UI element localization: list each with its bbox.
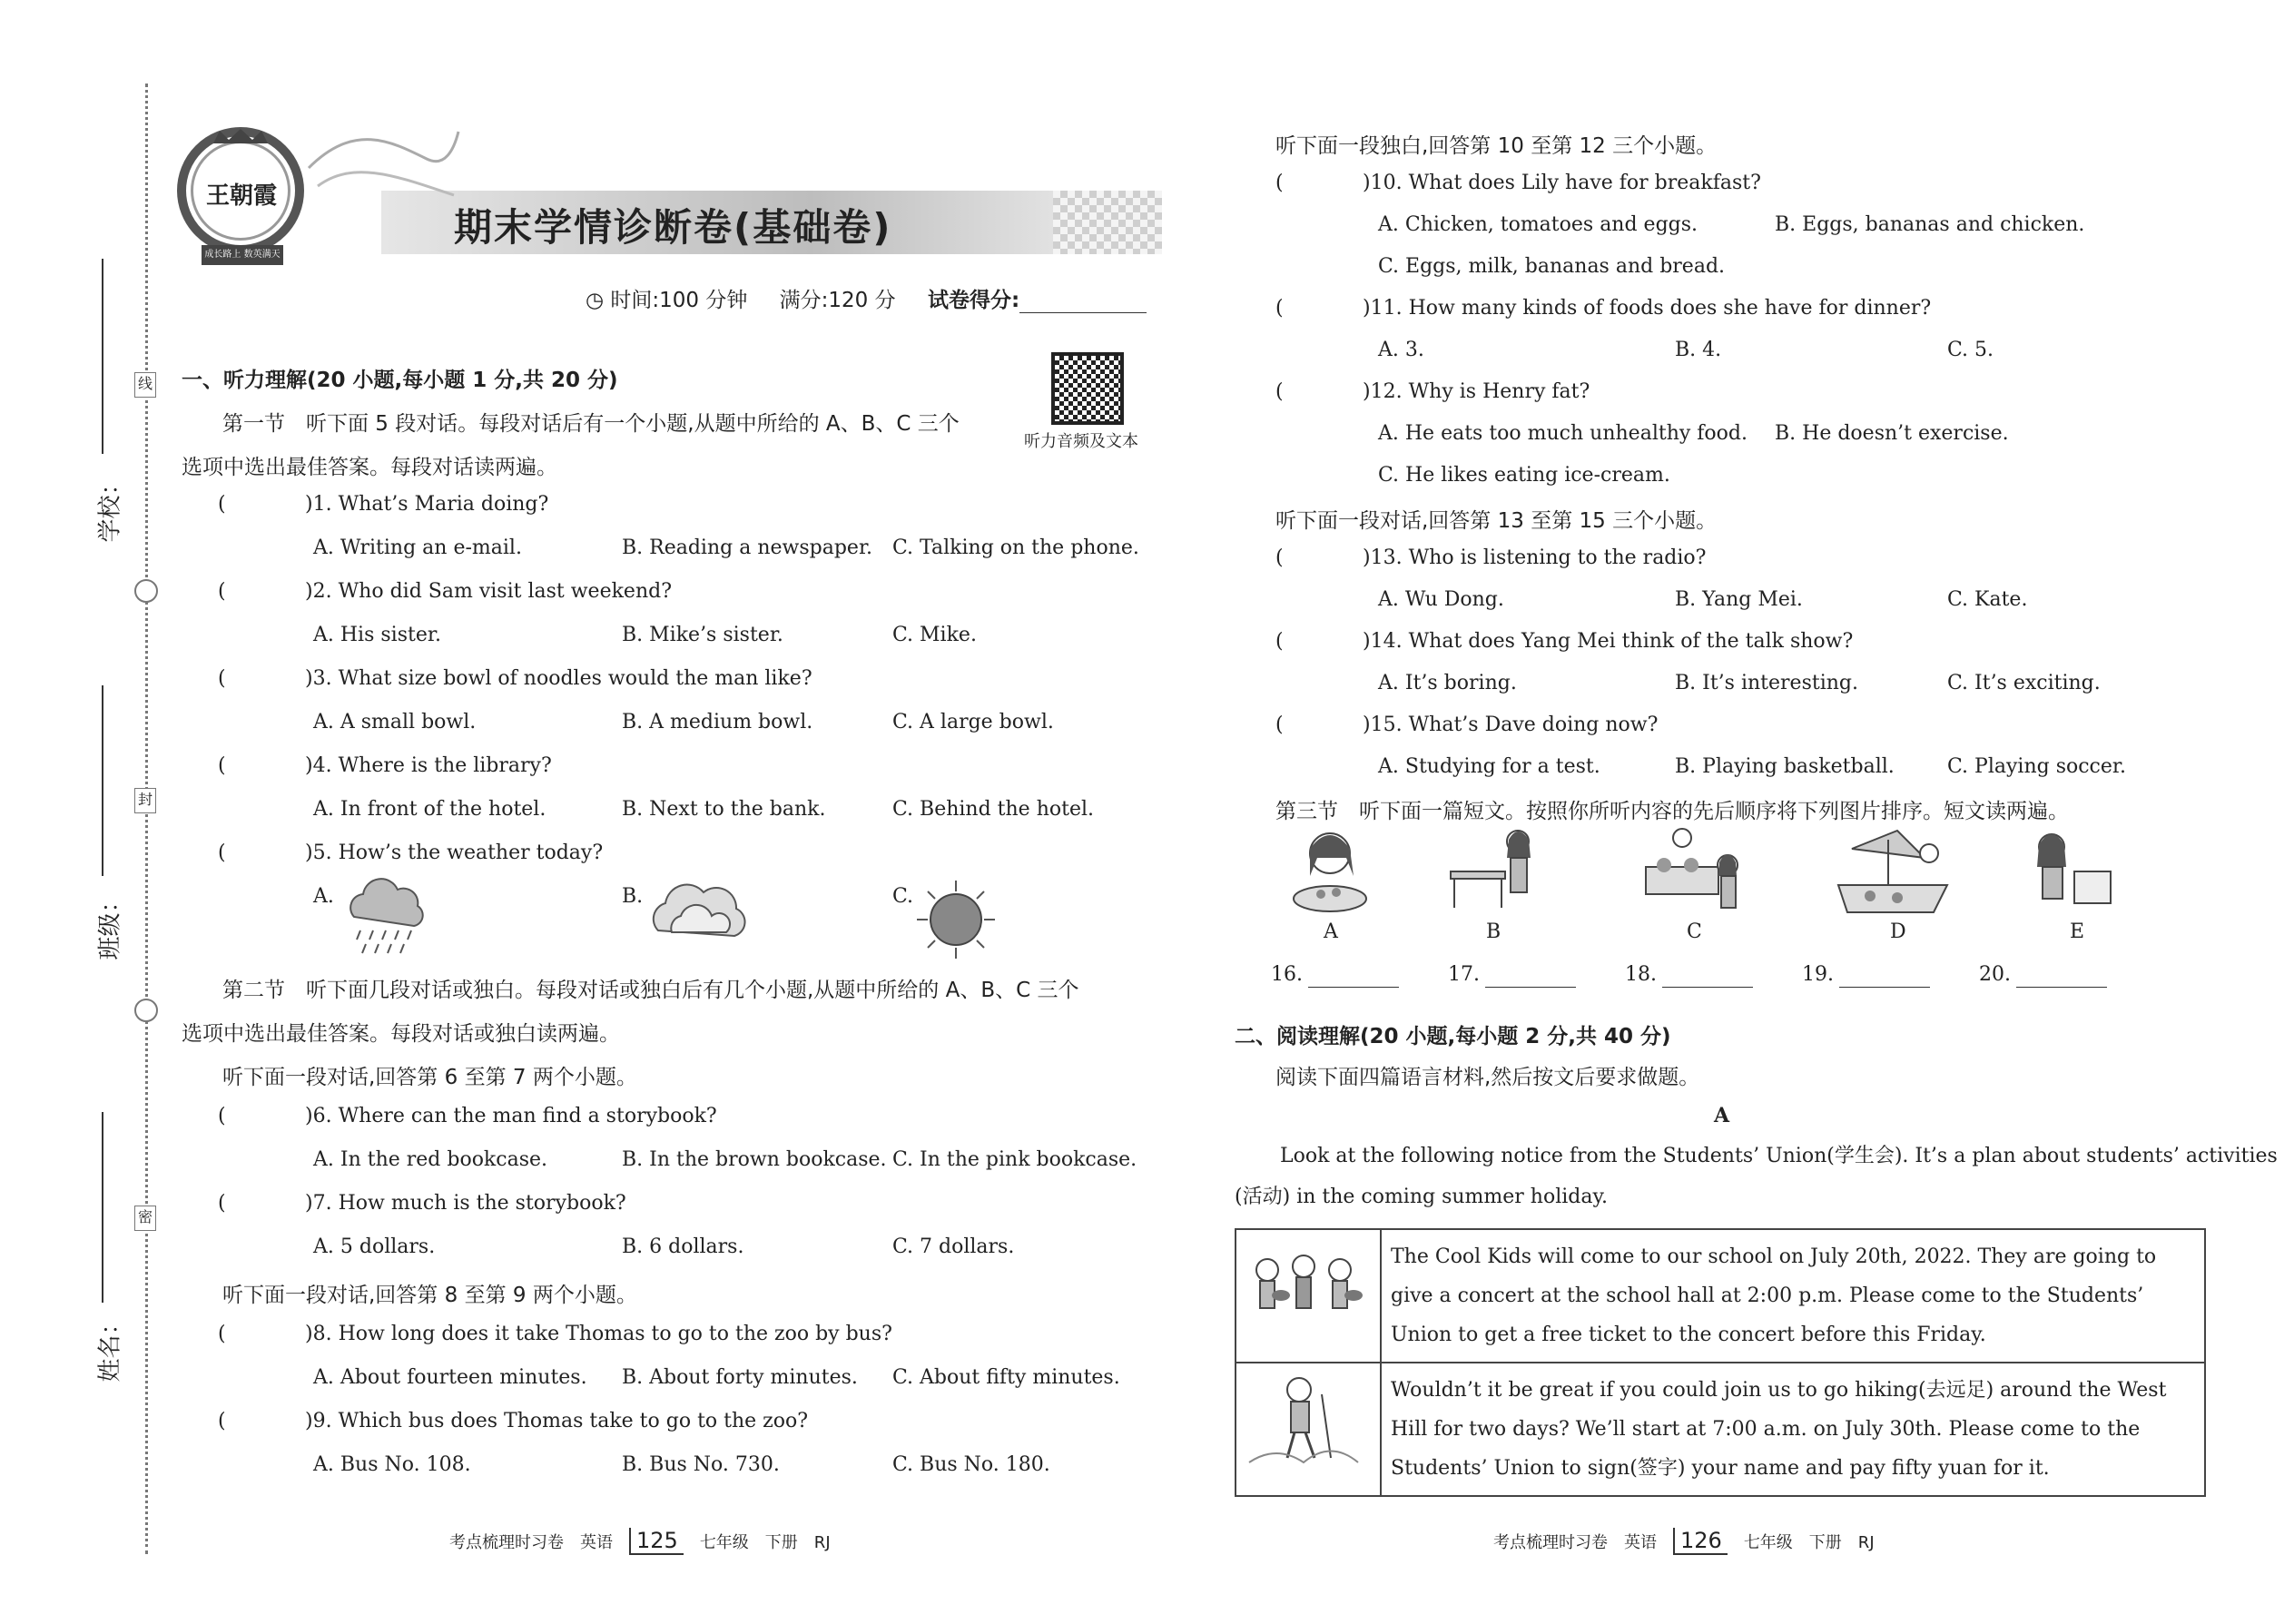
page-title: 期末学情诊断卷(基础卷) xyxy=(454,205,892,250)
question-3: ( )3. What size bowl of noodles would the man like? xyxy=(218,667,812,690)
cloudy-icon xyxy=(645,876,753,949)
q10-option-c[interactable]: C. Eggs, milk, bananas and bread. xyxy=(1378,255,1726,278)
q3-option-c[interactable]: C. A large bowl. xyxy=(892,711,1054,733)
gutter-mark-line: 线 xyxy=(134,372,156,398)
q7-option-b[interactable]: B. 6 dollars. xyxy=(622,1235,744,1258)
name-label: 姓名： xyxy=(96,1311,124,1383)
q15-option-b[interactable]: B. Playing basketball. xyxy=(1675,755,1895,778)
passage-label: A xyxy=(1714,1104,1730,1127)
picture-label-a: A xyxy=(1324,920,1338,943)
intro-6-7: 听下面一段对话,回答第 6 至第 7 两个小题。 xyxy=(222,1066,637,1089)
question-9: ( )9. Which bus does Thomas take to go to the zoo? xyxy=(218,1410,809,1432)
question-14: ( )14. What does Yang Mei think of the talk show? xyxy=(1275,630,1854,653)
hiker-icon xyxy=(1240,1367,1367,1467)
q12-option-a[interactable]: A. He eats too much unhealthy food. xyxy=(1378,422,1748,445)
school-fill-line[interactable] xyxy=(102,259,103,454)
passage-intro: Look at the following notice from the Students’ Union(学生会). It’s a plan about students’ activities xyxy=(1280,1145,2278,1167)
class-fill-line[interactable] xyxy=(102,685,103,876)
q10-option-b[interactable]: B. Eggs, bananas and chicken. xyxy=(1775,213,2085,236)
qr-code-icon[interactable] xyxy=(1051,352,1124,425)
q11-option-c[interactable]: C. 5. xyxy=(1947,339,1994,361)
question-7: ( )7. How much is the storybook? xyxy=(218,1192,626,1215)
notice-row-hiking xyxy=(1236,1363,2205,1496)
q5-option-a[interactable]: A. xyxy=(313,885,334,908)
section1-title: 一、听力理解(20 小题,每小题 1 分,共 20 分) xyxy=(182,369,618,392)
answer-18[interactable]: 18. xyxy=(1625,962,1753,988)
question-4: ( )4. Where is the library? xyxy=(218,754,552,777)
q15-option-c[interactable]: C. Playing soccer. xyxy=(1947,755,2126,778)
picture-a-girl-eating-icon xyxy=(1280,822,1380,921)
q13-option-b[interactable]: B. Yang Mei. xyxy=(1675,588,1803,611)
q13-option-c[interactable]: C. Kate. xyxy=(1947,588,2028,611)
question-13: ( )13. Who is listening to the radio? xyxy=(1275,546,1707,569)
picture-d-picnic-icon xyxy=(1834,822,1961,921)
binding-hole-icon xyxy=(134,579,158,603)
question-5: ( )5. How’s the weather today? xyxy=(218,842,604,864)
gutter-mark-seal: 封 xyxy=(134,788,156,813)
q1-option-a[interactable]: A. Writing an e-mail. xyxy=(313,536,522,559)
picture-e-computer-icon xyxy=(2020,822,2120,921)
kids-concert-icon xyxy=(1240,1234,1367,1343)
q6-option-c[interactable]: C. In the pink bookcase. xyxy=(892,1148,1137,1171)
notice-hiking-text: Wouldn’t it be great if you could join us to go hiking(去远足) around the West Hill for two days? We’ll start at 7:00 a.m. on July 30th. Please come to the Students’ Union to sign(签字) your name and pay fifty yuan for it. xyxy=(1381,1363,2205,1496)
q9-option-b[interactable]: B. Bus No. 730. xyxy=(622,1453,780,1476)
notice-pic-cell xyxy=(1236,1363,1381,1496)
name-fill-line[interactable] xyxy=(102,1112,103,1303)
q4-option-b[interactable]: B. Next to the bank. xyxy=(622,798,826,821)
question-2: ( )2. Who did Sam visit last weekend? xyxy=(218,580,672,603)
q6-option-a[interactable]: A. In the red bookcase. xyxy=(313,1148,548,1171)
picture-b-table-icon xyxy=(1443,822,1543,921)
notice-pic-cell xyxy=(1236,1229,1381,1363)
part1-instruction: 第一节 听下面 5 段对话。每段对话后有一个小题,从题中所给的 A、B、C 三个 xyxy=(222,412,960,436)
crown-icon xyxy=(209,127,272,145)
picture-label-c: C xyxy=(1687,920,1702,943)
q2-option-b[interactable]: B. Mike’s sister. xyxy=(622,624,783,646)
part2-instruction-cont: 选项中选出最佳答案。每段对话或独白读两遍。 xyxy=(182,1022,620,1046)
q8-option-a[interactable]: A. About fourteen minutes. xyxy=(313,1366,587,1389)
picture-label-b: B xyxy=(1486,920,1501,943)
picture-label-d: D xyxy=(1890,920,1906,943)
q4-option-a[interactable]: A. In front of the hotel. xyxy=(313,798,546,821)
footer-grade: 七年级 下册 RJ xyxy=(1743,1533,1875,1552)
title-checker-decoration xyxy=(1053,191,1162,254)
binding-hole-icon xyxy=(134,999,158,1022)
q14-option-c[interactable]: C. It’s exciting. xyxy=(1947,672,2101,694)
q12-option-b[interactable]: B. He doesn’t exercise. xyxy=(1775,422,2009,445)
answer-16[interactable]: 16. xyxy=(1271,962,1399,988)
section2-title: 二、阅读理解(20 小题,每小题 2 分,共 40 分) xyxy=(1235,1025,1671,1048)
question-11: ( )11. How many kinds of foods does she have for dinner? xyxy=(1275,297,1932,320)
question-15: ( )15. What’s Dave doing now? xyxy=(1275,714,1659,736)
q9-option-a[interactable]: A. Bus No. 108. xyxy=(313,1453,471,1476)
footer-grade: 七年级 下册 RJ xyxy=(699,1533,831,1552)
binding-dotted-line xyxy=(145,84,148,1554)
q8-option-c[interactable]: C. About fifty minutes. xyxy=(892,1366,1120,1389)
q3-option-b[interactable]: B. A medium bowl. xyxy=(622,711,813,733)
footer-book: 考点梳理时习卷 英语 xyxy=(1493,1533,1657,1552)
rain-cloud-icon xyxy=(340,876,431,958)
footer-left xyxy=(449,1528,831,1555)
answer-17[interactable]: 17. xyxy=(1448,962,1576,988)
gutter-mark-secret: 密 xyxy=(134,1206,156,1231)
question-6: ( )6. Where can the man find a storybook? xyxy=(218,1105,717,1127)
q14-option-a[interactable]: A. It’s boring. xyxy=(1378,672,1517,694)
part3-instruction: 第三节 听下面一篇短文。按照你所听内容的先后顺序将下列图片排序。短文读两遍。 xyxy=(1275,800,2069,823)
q2-option-a[interactable]: A. His sister. xyxy=(313,624,441,646)
q6-option-b[interactable]: B. In the brown bookcase. xyxy=(622,1148,887,1171)
question-12: ( )12. Why is Henry fat? xyxy=(1275,380,1590,403)
q8-option-b[interactable]: B. About forty minutes. xyxy=(622,1366,858,1389)
q5-option-c[interactable]: C. xyxy=(892,885,914,908)
logo-text: 王朝霞 xyxy=(205,182,277,210)
score-field[interactable] xyxy=(1019,292,1147,313)
q7-option-c[interactable]: C. 7 dollars. xyxy=(892,1235,1015,1258)
time-label: ◷ 时间:100 分钟 xyxy=(586,289,748,312)
q1-option-b[interactable]: B. Reading a newspaper. xyxy=(622,536,873,559)
intro-13-15: 听下面一段对话,回答第 13 至第 15 三个小题。 xyxy=(1275,509,1718,533)
answer-20[interactable]: 20. xyxy=(1979,962,2107,988)
q5-option-b[interactable]: B. xyxy=(622,885,644,908)
q13-option-a[interactable]: A. Wu Dong. xyxy=(1378,588,1504,611)
q11-option-a[interactable]: A. 3. xyxy=(1378,339,1424,361)
school-label: 学校： xyxy=(96,471,124,543)
q10-option-a[interactable]: A. Chicken, tomatoes and eggs. xyxy=(1378,213,1698,236)
picture-c-cooking-icon xyxy=(1641,822,1741,921)
q3-option-a[interactable]: A. A small bowl. xyxy=(313,711,477,733)
picture-label-e: E xyxy=(2070,920,2085,943)
qr-caption: 听力音频及文本 xyxy=(1024,432,1138,451)
question-8: ( )8. How long does it take Thomas to go to the zoo by bus? xyxy=(218,1323,892,1345)
passage-intro-cont: (活动) in the coming summer holiday. xyxy=(1235,1186,1608,1208)
section2-intro: 阅读下面四篇语言材料,然后按文后要求做题。 xyxy=(1275,1066,1700,1089)
question-1: ( )1. What’s Maria doing? xyxy=(218,493,549,516)
answer-19[interactable]: 19. xyxy=(1802,962,1930,988)
ribbon-decoration-icon xyxy=(300,113,463,213)
q4-option-c[interactable]: C. Behind the hotel. xyxy=(892,798,1094,821)
part2-instruction: 第二节 听下面几段对话或独白。每段对话或独白后有几个小题,从题中所给的 A、B、C 三个 xyxy=(222,979,1079,1002)
part1-instruction-cont: 选项中选出最佳答案。每段对话读两遍。 xyxy=(182,456,557,479)
intro-10-12: 听下面一段独白,回答第 10 至第 12 三个小题。 xyxy=(1275,134,1718,158)
q2-option-c[interactable]: C. Mike. xyxy=(892,624,977,646)
full-score-label: 满分:120 分 xyxy=(779,289,896,312)
footer-right xyxy=(1493,1528,1875,1555)
question-10: ( )10. What does Lily have for breakfast? xyxy=(1275,172,1761,194)
class-label: 班级： xyxy=(96,889,124,960)
q1-option-c[interactable]: C. Talking on the phone. xyxy=(892,536,1139,559)
q12-option-c[interactable]: C. He likes eating ice-cream. xyxy=(1378,464,1670,487)
logo-ribbon-text: 成长路上 数英满天 xyxy=(202,245,283,265)
score-label: 试卷得分: xyxy=(927,289,1020,312)
q9-option-c[interactable]: C. Bus No. 180. xyxy=(892,1453,1050,1476)
exam-meta xyxy=(586,283,1147,313)
notice-row-concert xyxy=(1236,1229,2205,1363)
q11-option-b[interactable]: B. 4. xyxy=(1675,339,1722,361)
intro-8-9: 听下面一段对话,回答第 8 至第 9 两个小题。 xyxy=(222,1284,637,1307)
page-number: 126 xyxy=(1673,1528,1728,1555)
q7-option-a[interactable]: A. 5 dollars. xyxy=(313,1235,436,1258)
sun-icon xyxy=(915,879,997,960)
notice-table xyxy=(1235,1228,2206,1497)
notice-concert-text: The Cool Kids will come to our school on July 20th, 2022. They are going to give a concert at the school hall at 2:00 p.m. Please come to the Students’ Union to get a free ticket to the concert before this Friday. xyxy=(1381,1229,2205,1363)
footer-book: 考点梳理时习卷 英语 xyxy=(449,1533,613,1552)
page-number: 125 xyxy=(629,1528,684,1555)
q15-option-a[interactable]: A. Studying for a test. xyxy=(1378,755,1600,778)
q14-option-b[interactable]: B. It’s interesting. xyxy=(1675,672,1858,694)
